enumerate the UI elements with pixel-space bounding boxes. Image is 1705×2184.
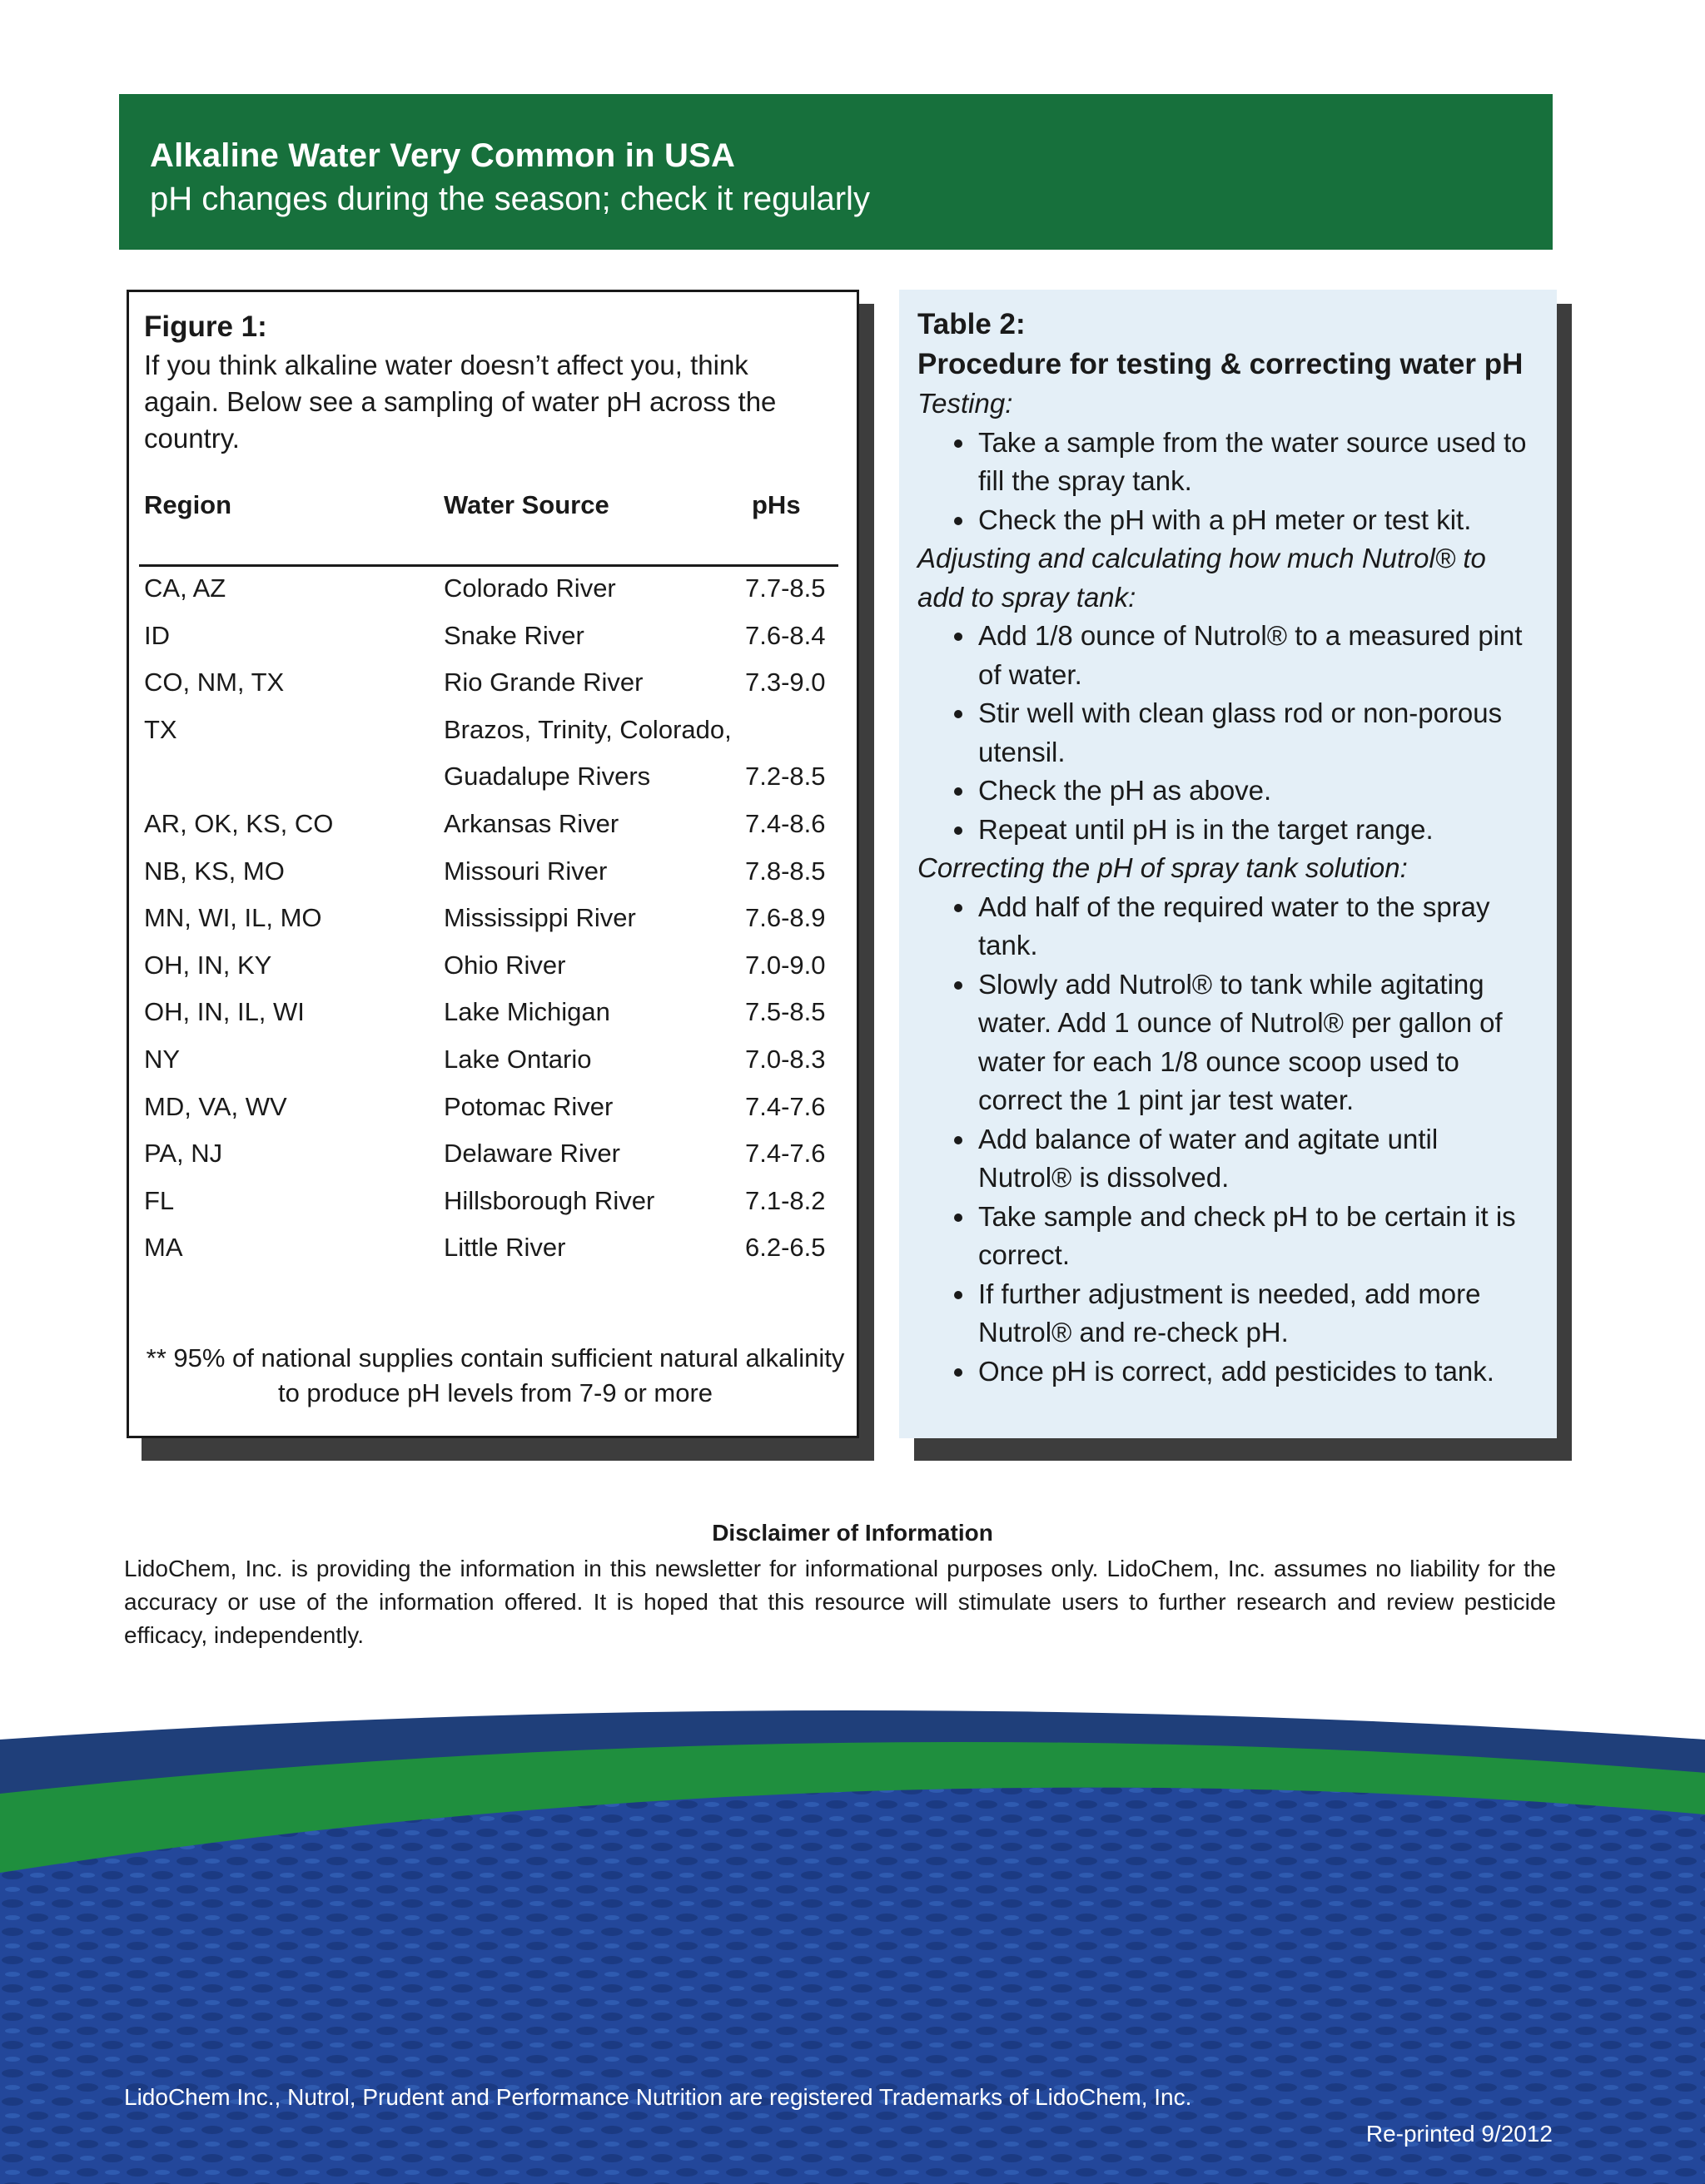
procedure-step: Check the pH with a pH meter or test kit. <box>978 501 1537 540</box>
cell-region: PA, NJ <box>144 1139 223 1169</box>
procedure-step: Take a sample from the water source used to fill the spray tank. <box>978 424 1537 501</box>
table2-title: Table 2: <box>917 308 1026 340</box>
procedure-section-heading: Correcting the pH of spray tank solution: <box>917 852 1408 883</box>
table-row <box>129 668 862 715</box>
cell-water-source: Guadalupe Rivers <box>444 762 651 792</box>
figure-1-box <box>127 290 859 1438</box>
figure-footnote: ** 95% of national supplies contain sufficient natural alkalinity to produce pH levels from 7-9 or more <box>146 1343 845 1407</box>
cell-water-source: Arkansas River <box>444 809 619 838</box>
cell-water-source: Mississippi River <box>444 903 636 933</box>
procedure-step: If further adjustment is needed, add more Nutrol® and re-check pH. <box>978 1275 1537 1353</box>
table2-subtitle: Procedure for testing & correcting water pH <box>917 348 1524 380</box>
table-row <box>129 1139 862 1186</box>
column-header-region: Region <box>144 490 232 519</box>
cell-ph-range: 7.3-9.0 <box>745 668 826 697</box>
header-band <box>119 94 1553 250</box>
cell-ph-range: 7.7-8.5 <box>745 573 826 603</box>
cell-region: AR, OK, KS, CO <box>144 809 334 838</box>
cell-water-source: Brazos, Trinity, Colorado, <box>444 714 732 744</box>
cell-water-source: Lake Michigan <box>444 997 610 1027</box>
cell-region: TX <box>144 714 177 744</box>
cell-ph-range: 7.8-8.5 <box>745 856 826 886</box>
cell-water-source: Ohio River <box>444 950 566 980</box>
cell-water-source: Lake Ontario <box>444 1045 592 1074</box>
cell-region: MN, WI, IL, MO <box>144 903 322 933</box>
cell-ph-range: 7.2-8.5 <box>745 762 826 792</box>
table-row <box>129 1233 862 1280</box>
procedure-section-heading: Testing: <box>917 388 1013 419</box>
cell-region: NB, KS, MO <box>144 856 285 886</box>
procedure-step: Check the pH as above. <box>978 772 1537 811</box>
procedure-step: Repeat until pH is in the target range. <box>978 811 1537 850</box>
table-row <box>129 997 862 1045</box>
column-header-phs: pHs <box>752 490 801 519</box>
cell-water-source: Little River <box>444 1233 566 1263</box>
disclaimer-body: LidoChem, Inc. is providing the information in this newsletter for informational purposes only. LidoChem, Inc. assumes no liability for the accuracy or use of the information offered. It is hoped that this resource will stimulate users to further research and review pesticide efficacy, independently. <box>124 1556 1556 1648</box>
procedure-section-heading: Adjusting and calculating how much Nutrol® to add to spray tank: <box>917 543 1486 613</box>
cell-ph-range: 7.6-8.9 <box>745 903 826 933</box>
cell-ph-range: 7.0-9.0 <box>745 950 826 980</box>
cell-water-source: Rio Grande River <box>444 668 644 697</box>
cell-water-source: Delaware River <box>444 1139 620 1169</box>
procedure-step-list <box>917 888 1537 1392</box>
cell-region: NY <box>144 1045 181 1074</box>
cell-ph-range: 7.1-8.2 <box>745 1185 826 1215</box>
table-row <box>129 809 862 856</box>
cell-water-source: Colorado River <box>444 573 616 603</box>
procedure-sections <box>917 385 1537 1391</box>
header-title: Alkaline Water Very Common in USA <box>150 137 736 174</box>
procedure-step-list <box>917 424 1537 540</box>
procedure-step: Slowly add Nutrol® to tank while agitating water. Add 1 ounce of Nutrol® per gallon of water for each 1/8 ounce scoop used to correct the 1 pint jar test water. <box>978 965 1537 1120</box>
figure-intro: If you think alkaline water doesn’t affect you, think again. Below see a sampling of water pH across the country. <box>144 350 777 454</box>
cell-region: ID <box>144 620 170 650</box>
procedure-step: Add 1/8 ounce of Nutrol® to a measured pint of water. <box>978 617 1537 694</box>
table-row <box>129 573 862 621</box>
cell-water-source: Missouri River <box>444 856 608 886</box>
table-row <box>129 1092 862 1139</box>
table-row <box>129 715 862 762</box>
footer-wave-graphic <box>0 1698 1705 2184</box>
cell-ph-range: 7.5-8.5 <box>745 997 826 1027</box>
cell-ph-range: 6.2-6.5 <box>745 1233 826 1263</box>
cell-ph-range: 7.4-8.6 <box>745 809 826 838</box>
footer-reprint-date: Re-printed 9/2012 <box>1365 2121 1553 2147</box>
cell-ph-range: 7.4-7.6 <box>745 1091 826 1121</box>
figure-title: Figure 1: <box>144 310 267 343</box>
cell-region: MA <box>144 1233 183 1263</box>
cell-region: CO, NM, TX <box>144 668 285 697</box>
cell-water-source: Potomac River <box>444 1091 614 1121</box>
table-header-rule <box>139 564 838 567</box>
procedure-step: Add balance of water and agitate until Nutrol® is dissolved. <box>978 1120 1537 1198</box>
table-row <box>129 856 862 904</box>
cell-region: OH, IN, KY <box>144 950 272 980</box>
cell-water-source: Snake River <box>444 620 584 650</box>
cell-region: OH, IN, IL, WI <box>144 997 305 1027</box>
cell-ph-range: 7.6-8.4 <box>745 620 826 650</box>
table-row <box>129 903 862 951</box>
cell-region: FL <box>144 1185 175 1215</box>
table-row <box>129 1186 862 1233</box>
table-row <box>129 762 862 809</box>
procedure-step: Add half of the required water to the spray tank. <box>978 888 1537 965</box>
cell-ph-range: 7.0-8.3 <box>745 1045 826 1074</box>
procedure-step: Once pH is correct, add pesticides to tank. <box>978 1353 1537 1392</box>
cell-region: CA, AZ <box>144 573 226 603</box>
column-header-water-source: Water Source <box>444 490 609 519</box>
disclaimer-title: Disclaimer of Information <box>712 1520 993 1546</box>
procedure-step-list <box>917 617 1537 849</box>
cell-ph-range: 7.4-7.6 <box>745 1139 826 1169</box>
header-subtitle: pH changes during the season; check it regularly <box>150 181 870 217</box>
cell-region: MD, VA, WV <box>144 1091 287 1121</box>
table-row <box>129 951 862 998</box>
footer-trademark-notice: LidoChem Inc., Nutrol, Prudent and Performance Nutrition are registered Trademarks of LidoChem, Inc. <box>124 2084 1192 2110</box>
table-2-box <box>899 290 1557 1438</box>
procedure-step: Stir well with clean glass rod or non-porous utensil. <box>978 694 1537 772</box>
procedure-step: Take sample and check pH to be certain it is correct. <box>978 1198 1537 1275</box>
table-row <box>129 1045 862 1092</box>
table-row <box>129 621 862 668</box>
cell-water-source: Hillsborough River <box>444 1185 655 1215</box>
